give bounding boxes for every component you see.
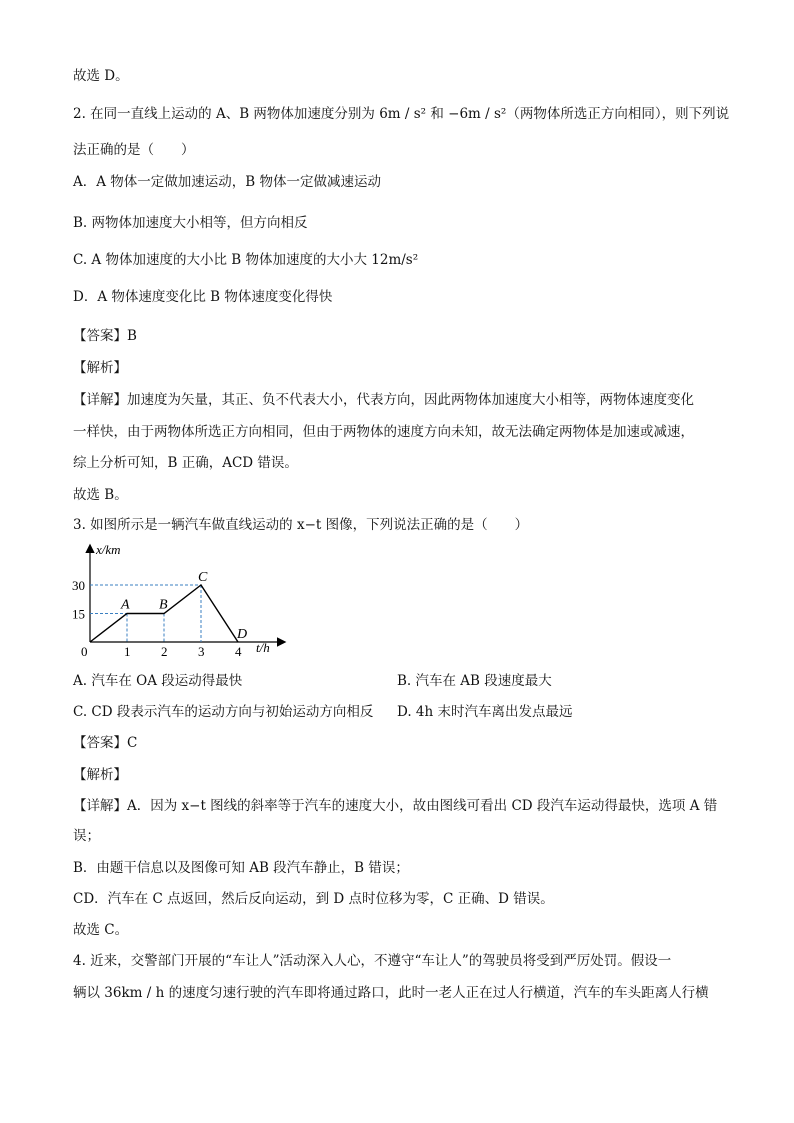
y-tick-label: 15 xyxy=(72,606,85,622)
x-tick-label: 2 xyxy=(161,644,168,659)
analysis-label: 【解析】 xyxy=(73,767,127,783)
x-tick-label: 3 xyxy=(198,644,205,659)
x-tick-label: 1 xyxy=(124,644,131,659)
explanation-line: B．由题干信息以及图像可知 AB 段汽车静止，B 错误； xyxy=(73,860,409,876)
explanation-line: 【详解】A．因为 x−t 图线的斜率等于汽车的速度大小，故由图线可看出 CD 段汽车运动得最快，选项 A 错 xyxy=(73,798,718,814)
explanation-line: 【详解】加速度为矢量，其正、负不代表大小，代表方向，因此两物体加速度大小相等，两物体速度变化 xyxy=(73,392,694,408)
x-t-graph xyxy=(66,540,296,660)
point-label-d: D xyxy=(237,627,248,642)
explanation-line: CD．汽车在 C 点返回，然后反向运动，到 D 点时位移为零，C 正确、D 错误。 xyxy=(73,891,554,907)
option-b: B. 两物体加速度大小相等，但方向相反 xyxy=(73,215,308,231)
option-c: C. CD 段表示汽车的运动方向与初始运动方向相反 xyxy=(73,704,374,720)
point-label-c: C xyxy=(198,570,208,585)
option-b: B. 汽车在 AB 段速度最大 xyxy=(397,673,552,689)
option-c: C. A 物体加速度的大小比 B 物体加速度的大小大 12m/s² xyxy=(73,252,419,268)
analysis-label: 【解析】 xyxy=(73,360,127,376)
x-tick-label: 0 xyxy=(81,644,88,659)
text-line: 故选 D。 xyxy=(73,68,129,84)
explanation-line: 一样快，由于两物体所选正方向相同，但由于两物体的速度方向未知，故无法确定两物体是加速或减速， xyxy=(73,424,694,440)
option-a: A．A 物体一定做加速运动，B 物体一定做减速运动 xyxy=(73,174,382,190)
option-d: D. 4h 末时汽车离出发点最远 xyxy=(397,704,573,720)
point-label-b: B xyxy=(159,597,168,613)
point-label-a: A xyxy=(121,597,130,613)
text-line: 故选 C。 xyxy=(73,922,129,938)
explanation-line: 误； xyxy=(73,828,100,844)
question-3-stem: 3. 如图所示是一辆汽车做直线运动的 x−t 图像，下列说法正确的是（ ） xyxy=(73,517,529,533)
option-a: A. 汽车在 OA 段运动得最快 xyxy=(73,673,243,689)
x-axis-label: t/h xyxy=(256,640,270,655)
y-axis-label: x/km xyxy=(96,542,121,557)
question-2-stem: 2. 在同一直线上运动的 A、B 两物体加速度分别为 6m / s² 和 −6m / s²（两物体所选正方向相同），则下列说 xyxy=(73,106,730,122)
question-4-stem: 4. 近来，交警部门开展的“车让人”活动深入人心，不遵守“车让人”的驾驶员将受到严厉处罚。假设一 xyxy=(73,953,672,969)
text-line: 故选 B。 xyxy=(73,487,128,503)
question-2-stem-cont: 法正确的是（ ） xyxy=(73,142,195,158)
x-tick-label: 4 xyxy=(235,644,242,659)
explanation-line: 综上分析可知，B 正确，ACD 错误。 xyxy=(73,455,298,471)
answer-label: 【答案】C xyxy=(73,735,138,751)
y-tick-label: 30 xyxy=(72,578,85,593)
option-d: D．A 物体速度变化比 B 物体速度变化得快 xyxy=(73,289,333,305)
question-4-stem-cont: 辆以 36km / h 的速度匀速行驶的汽车即将通过路口，此时一老人正在过人行横道，汽车的车头距离人行横 xyxy=(73,985,709,1001)
answer-label: 【答案】B xyxy=(73,328,137,344)
